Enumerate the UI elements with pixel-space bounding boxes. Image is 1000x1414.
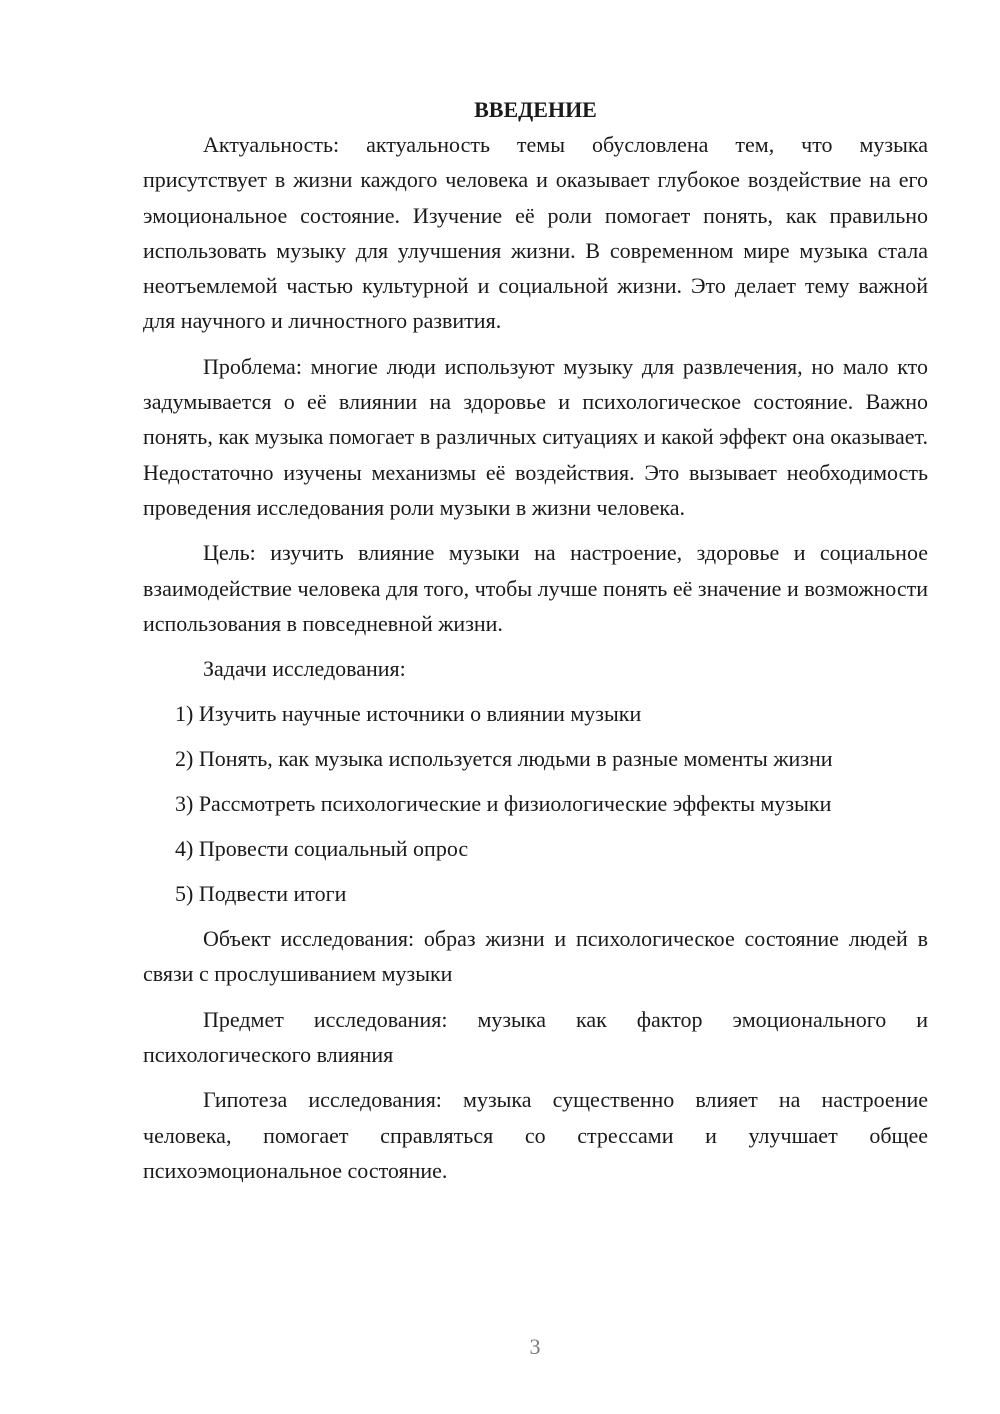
- subject-paragraph: Предмет исследования: музыка как фактор эмоционального и психологического влияния: [143, 1006, 928, 1068]
- list-item: 2) Понять, как музыка используется людьми в разные моменты жизни: [175, 746, 833, 772]
- list-item: 5) Подвести итоги: [175, 881, 347, 907]
- page-title: ВВЕДЕНИЕ: [474, 97, 597, 122]
- goal-paragraph: Цель: изучить влияние музыки на настроение, здоровье и социальное взаимодействие человека для того, чтобы лучше понять её значение и возможности использования в повседневной жизни.: [143, 540, 928, 636]
- list-item: 1) Изучить научные источники о влиянии музыки: [175, 701, 642, 727]
- tasks-list: [143, 696, 928, 911]
- hypothesis-paragraph: Гипотеза исследования: музыка существенно влияет на настроение человека, помогает справляться со стрессами и улучшает общее психоэмоциональное состояние.: [143, 1087, 928, 1183]
- relevance-paragraph: Актуальность: актуальность темы обусловлена тем, что музыка присутствует в жизни каждого человека и оказывает глубокое воздействие на его эмоциональное состояние. Изучение её роли помогает понять, как правильно использовать музыку для улучшения жизни. В современном мире музыка стала неотъемлемой частью культурной и социальной жизни. Это делает тему важной для научного и личностного развития.: [143, 132, 928, 334]
- document-page: [143, 92, 928, 1198]
- problem-paragraph: Проблема: многие люди используют музыку для развлечения, но мало кто задумывается о её влиянии на здоровье и психологическое состояние. Важно понять, как музыка помогает в различных ситуациях и какой эффект она оказывает. Недостаточно изучены механизмы её воздействия. Это вызывает необходимость проведения исследования роли музыки в жизни человека.: [143, 353, 928, 520]
- list-item: 4) Провести социальный опрос: [175, 836, 469, 862]
- tasks-heading: Задачи исследования:: [203, 656, 406, 682]
- page-number: 3: [529, 1334, 541, 1359]
- list-item: 3) Рассмотреть психологические и физиологические эффекты музыки: [175, 791, 832, 817]
- object-paragraph: Объект исследования: образ жизни и психологическое состояние людей в связи с прослушиванием музыки: [143, 926, 928, 987]
